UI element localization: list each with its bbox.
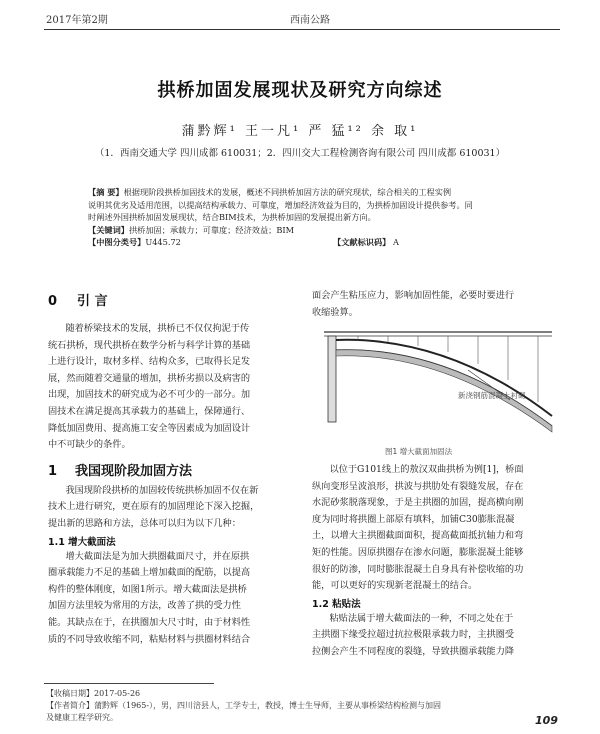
text-line: 我国现阶段拱桥的加固较传统拱桥加固不仅在新	[65, 484, 259, 496]
footnote-line: 【作者简介】蒲黔辉（1965-），男，四川涪县人，工学专士，教授，博士生导师，主要从事桥梁结构检测与加固	[46, 701, 442, 710]
doc-label: 【文献标识码】	[333, 237, 391, 247]
paper-title: 拱桥加固发展现状及研究方向综述	[157, 80, 443, 101]
text-line: 粘贴法属于增大截面法的一种，不同之处在于	[329, 612, 514, 624]
intro-paragraph	[48, 321, 298, 454]
text-line: 纵向变形呈波浪形，拱波与拱肋处有裂缝发展，存在	[312, 480, 524, 492]
text-line: 展，然而随着交通量的增加，拱桥劣损以及病害的	[48, 372, 251, 384]
text-line: 降低加固费用、提高施工安全等因素成为加固设计	[48, 422, 251, 434]
text-line: 统石拱桥，现代拱桥在数学分析与科学计算的基础	[48, 339, 251, 351]
abstract-line-3: 时阐述外国拱桥加固发展现状，结合BIM技术，为拱桥加固的发展提出新方向。	[88, 212, 376, 222]
cls-code: U445.72	[145, 237, 181, 247]
text-line: 增大截面法是为加大拱圈截面尺寸，并在原拱	[65, 550, 250, 562]
subsection-1-1-paragraph	[48, 549, 298, 649]
arch-intrados	[336, 350, 552, 426]
keywords-label: 【关键词】	[88, 224, 129, 235]
subsection-1-1-heading: 1.1 增大截面法	[48, 536, 116, 548]
figure-caption: 图1 增大截面加固法	[385, 447, 453, 456]
author-list: 蒲黔辉¹ 王一凡¹ 严 猛¹² 余 取¹	[181, 124, 419, 139]
right-column-lower	[312, 462, 564, 661]
abstract-line-2: 说明其优劣及适用范围，以提高结构承载力、可靠度，增加经济效益为目的，为拱桥加固设计提供参考。同	[88, 199, 473, 210]
text-line: 随着桥梁技术的发展，拱桥已不仅仅拘泥于传	[65, 323, 250, 334]
left-column	[48, 290, 298, 648]
abutment-left	[328, 336, 336, 422]
subsection-1-2-heading: 1.2 粘贴法	[312, 598, 361, 610]
text-line: 以位于G101线上的敖汉双曲拱桥为例[1]，桥面	[329, 464, 524, 475]
text-line: 质的不同导致收缩不同，粘贴材料与拱圈材料结合	[48, 633, 251, 645]
section-1-heading: 1 我国现阶段加固方法	[48, 463, 193, 479]
text-line: 主拱圈下缘受拉超过抗拉极限承载力时，主拱圈受	[312, 629, 515, 641]
figure-1	[318, 320, 558, 438]
example-paragraph	[312, 462, 564, 595]
right-column	[312, 288, 564, 321]
footnote-line: 【收稿日期】2017-05-26	[46, 689, 141, 698]
text-line: 中不可缺少的条件。	[48, 439, 131, 451]
section-1-paragraph	[48, 483, 298, 533]
footnotes	[46, 688, 556, 724]
text-line: 矩的性能。因原拱圈存在渗水问题，膨胀混凝土能够	[312, 546, 524, 558]
classification-line	[88, 236, 520, 249]
keywords: 拱桥加固；承载力；可靠度；经济效益；BIM	[128, 224, 294, 235]
text-line: 收缩验算。	[312, 306, 358, 318]
keywords-line	[88, 224, 520, 237]
doc-code: A	[392, 237, 399, 247]
text-line: 土，以增大主拱圈截面面积，提高截面抵抗轴力和弯	[312, 530, 524, 542]
arch-diagram	[318, 320, 558, 438]
cls-label: 【中图分类号】	[88, 237, 146, 247]
text-line: 度为同时将拱圈上部原有填料，加铺C30膨胀混凝	[312, 513, 515, 525]
text-line: 圈承载能力不足的基础上增加截面的配筋，以提高	[48, 567, 251, 579]
text-line: 固技术在满足提高其承载力的基础上，保障通行、	[48, 405, 251, 417]
figure-label: 新浇钢筋混凝土衬砌	[458, 391, 526, 400]
text-line: 提出新的思路和方法，总体可以归为以下几种：	[48, 517, 241, 529]
journal-name: 西南公路	[290, 15, 330, 26]
text-line: 水泥砂浆脱落现象，于是主拱圈的加固，提高横向刚	[312, 497, 524, 509]
subsection-1-2-paragraph	[312, 611, 564, 661]
page-number: 109	[535, 714, 558, 727]
text-line: 能。其缺点在于，在拱圈加大尺寸时，由于材料性	[48, 616, 251, 628]
text-line: 很好的防渗，同时膨胀混凝土自身具有补偿收缩的功	[312, 563, 524, 575]
header-rule	[44, 29, 560, 30]
abstract-label: 【摘 要】	[88, 187, 124, 197]
text-line: 加固方法里较为常用的方法，改善了拱的受力性	[48, 600, 241, 612]
affiliations: （1．西南交通大学 四川成都 610031；2．四川交大工程检测咨询有限公司 四川成都 610031）	[94, 148, 506, 159]
text-line: 面会产生粘压应力，影响加固性能，必要时要进行	[312, 290, 515, 301]
abstract-line-1: 【摘 要】根据现阶段拱桥加固技术的发展，概述不同拱桥加固方法的研究现状，综合相关的工程实例	[88, 187, 452, 197]
text-line: 拉侧会产生不同程度的裂缝，导致拱圈承载能力降	[312, 645, 515, 657]
issue-label: 2017年第2期	[46, 15, 108, 26]
text-line: 技术上进行研究，更在原有的加固理论下深入挖掘，	[48, 501, 260, 513]
footnote-rule	[44, 683, 214, 684]
text-line: 能，可以更好的实现新老混凝土的结合。	[312, 580, 478, 592]
footnote-line: 及健康工程学研究。	[46, 713, 118, 722]
text-line: 出现，加固技术的研究成为必不可少的一部分。加	[48, 389, 251, 401]
continued-paragraph	[312, 288, 564, 321]
text-line: 上进行设计，取材多样、结构众多，已取得长足发	[48, 356, 251, 368]
abstract	[88, 186, 520, 249]
text-line: 构件的整体刚度，如图1所示。增大截面法是拱桥	[48, 583, 247, 595]
section-0-heading: 0 引 言	[48, 294, 108, 309]
